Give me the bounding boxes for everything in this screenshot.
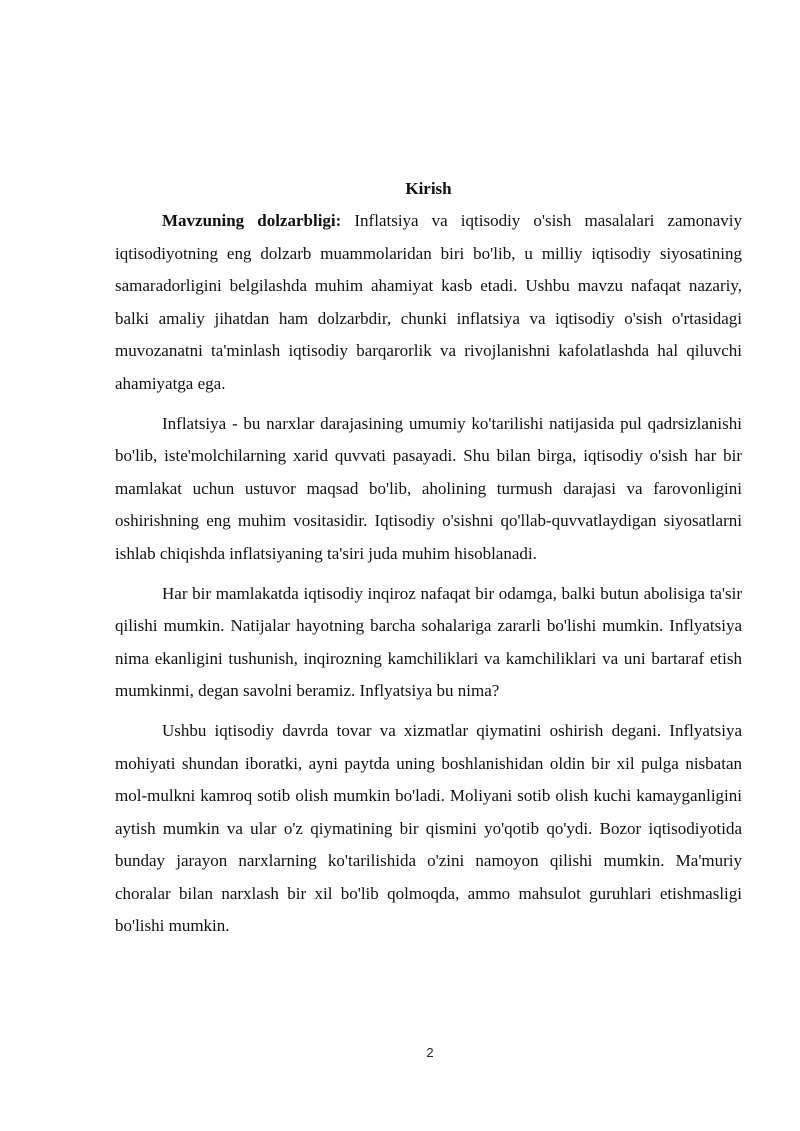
relevance-text: Inflatsiya va iqtisodiy o'sish masalalari zamonaviy iqtisodiyotning eng dolzarb muammolaridan biri bo'lib, u milliy iqtisodiy siyosatining samaradorligini belgilashda muhim ahamiyat kasb etadi. Ushbu mavzu nafaqat nazariy, balki amaliy jihatdan ham dolzarbdir, chunki inflatsiya va iqtisodiy o'sish o'rtasidagi muvozanatni ta'minlash iqtisodiy barqarorlik va rivojlanishni kafolatlashda hal qiluvchi ahamiyatga ega. [115, 211, 742, 393]
paragraph-relevance [115, 205, 742, 400]
document-body [115, 176, 742, 943]
relevance-lead: Mavzuning dolzarbligi: [162, 211, 342, 230]
section-title: Kirish [405, 179, 452, 198]
paragraph-inflation-definition: Inflatsiya - bu narxlar darajasining umumiy ko'tarilishi natijasida pul qadrsizlanishi bo'lib, iste'molchilarning xarid quvvati pasayadi. Shu bilan birga, iqtisodiy o'sish har bir mamlakat uchun ustuvor maqsad bo'lib, aholining turmush darajasi va farovonligini oshirishning eng muhim vositasidir. Iqtisodiy o'sishni qo'llab-quvvatlaydigan siyosatlarni ishlab chiqishda inflatsiyaning ta'siri juda muhim hisoblanadi. [115, 413, 742, 563]
page-number: 2 [426, 1045, 434, 1060]
paragraph-inflation-essence: Ushbu iqtisodiy davrda tovar va xizmatlar qiymatini oshirish degani. Inflyatsiya mohiyati shundan iboratki, ayni paytda uning boshlanishidan oldin bir xil pulga nisbatan mol-mulkni kamroq sotib olish mumkin bo'ladi. Moliyani sotib olish kuchi kamayganligini aytish mumkin va ular o'z qiymatining bir qismini yo'qotib qo'ydi. Bozor iqtisodiyotida bunday jarayon narxlarning ko'tarilishida o'zini namoyon qilishi mumkin. Ma'muriy choralar bilan narxlash bir xil bo'lib qolmoqda, ammo mahsulot guruhlari etishmasligi bo'lishi mumkin. [115, 721, 742, 935]
paragraph-economic-crisis: Har bir mamlakatda iqtisodiy inqiroz nafaqat bir odamga, balki butun abolisiga ta'sir qilishi mumkin. Natijalar hayotning barcha sohalariga zararli bo'lishi mumkin. Inflyatsiya nima ekanligini tushunish, inqirozning kamchiliklari va kamchiliklari va uni bartaraf etish mumkinmi, degan savolni beramiz. Inflyatsiya bu nima? [115, 583, 742, 700]
